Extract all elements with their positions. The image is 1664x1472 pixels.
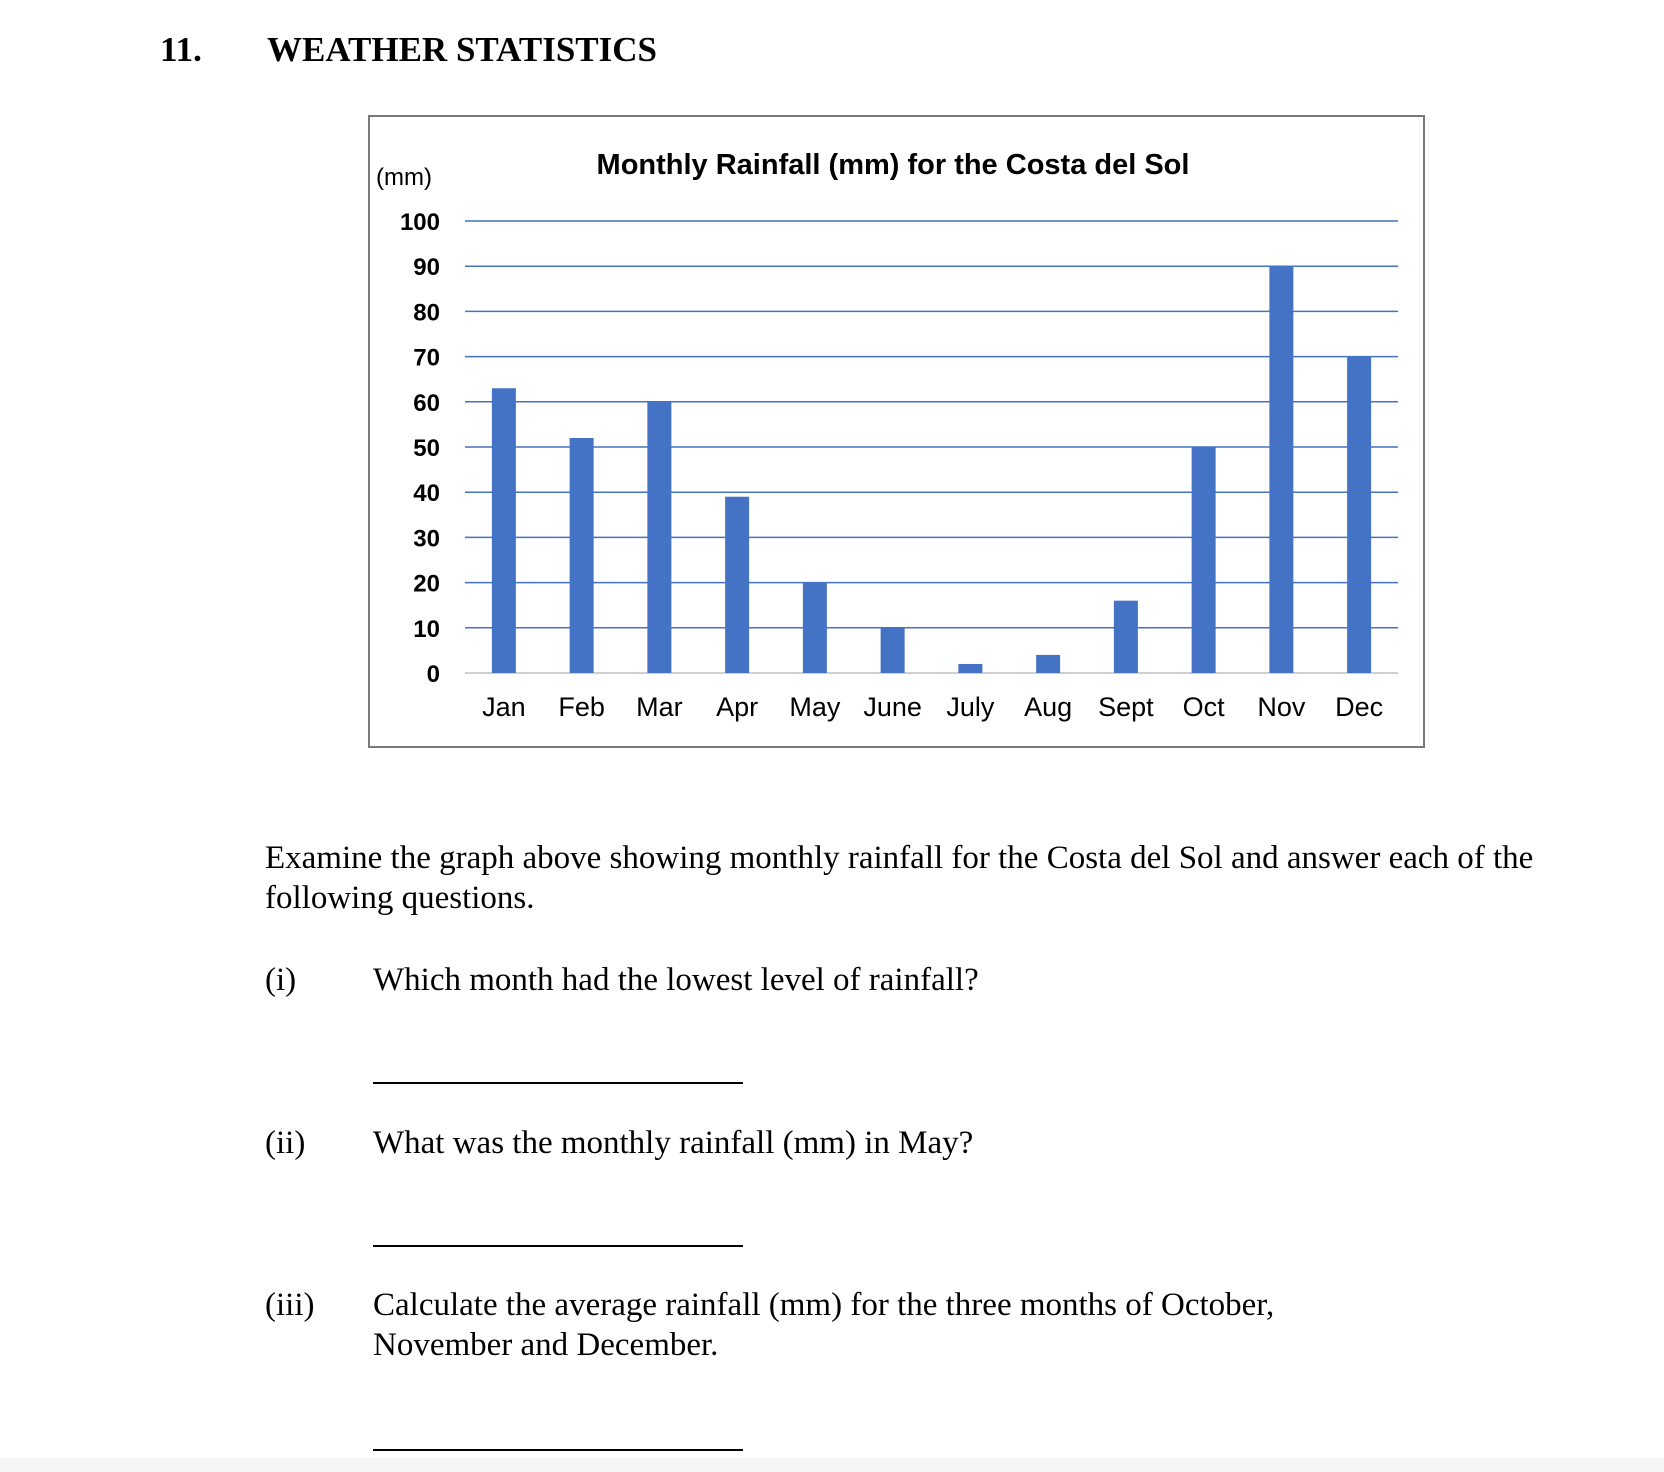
y-tick-label-60: 60: [413, 389, 440, 417]
page-bottom-edge: [0, 1458, 1664, 1472]
x-tick-label-july: July: [946, 692, 995, 722]
bar-feb: [570, 438, 594, 673]
y-tick-label-100: 100: [399, 209, 440, 236]
y-tick-label-30: 30: [413, 525, 440, 553]
bar-july: [958, 664, 982, 673]
x-tick-label-mar: Mar: [636, 692, 683, 722]
y-tick-label-70: 70: [413, 344, 440, 372]
question-1-label: (i): [265, 962, 297, 998]
x-tick-label-feb: Feb: [558, 692, 605, 722]
instructions-paragraph: Examine the graph above showing monthly rainfall for the Costa del Sol and answer each of the following questions.: [265, 840, 1534, 916]
x-tick-label-dec: Dec: [1335, 692, 1384, 722]
bar-mar: [647, 402, 671, 673]
question-2-label: (ii): [265, 1125, 306, 1161]
x-tick-label-june: June: [863, 692, 922, 722]
bar-jan: [492, 388, 516, 673]
y-axis-label: (mm): [376, 164, 432, 191]
bar-may: [803, 583, 827, 673]
question-2-text: What was the monthly rainfall (mm) in May?: [373, 1125, 974, 1161]
x-tick-label-may: May: [789, 692, 841, 722]
question-1-text: Which month had the lowest level of rainfall?: [373, 962, 979, 998]
chart-title: Monthly Rainfall (mm) for the Costa del Sol: [596, 149, 1190, 181]
answer-line-2[interactable]: [373, 1245, 743, 1247]
y-tick-label-10: 10: [413, 615, 440, 643]
bar-sept: [1114, 601, 1138, 673]
answer-line-1[interactable]: [373, 1082, 743, 1084]
y-tick-label-40: 40: [413, 480, 440, 508]
question-3-label: (iii): [265, 1287, 315, 1323]
rainfall-chart: [368, 115, 1425, 748]
question-title: WEATHER STATISTICS: [267, 30, 657, 69]
bar-apr: [725, 497, 749, 673]
x-tick-label-aug: Aug: [1024, 692, 1073, 722]
rainfall-chart-svg: [370, 117, 1423, 746]
bar-oct: [1192, 447, 1216, 673]
y-tick-label-50: 50: [413, 435, 440, 462]
answer-line-3[interactable]: [373, 1449, 743, 1451]
y-tick-label-20: 20: [413, 570, 440, 598]
bar-aug: [1036, 655, 1060, 673]
x-tick-label-jan: Jan: [482, 692, 526, 722]
x-tick-label-sept: Sept: [1098, 692, 1154, 722]
x-tick-label-nov: Nov: [1257, 692, 1306, 722]
question-3-text: Calculate the average rainfall (mm) for the three months of October, November and December.: [373, 1287, 1275, 1363]
y-tick-label-90: 90: [413, 254, 440, 282]
bar-june: [881, 628, 905, 673]
question-number: 11.: [160, 30, 202, 69]
y-tick-label-0: 0: [426, 661, 440, 688]
y-tick-label-80: 80: [413, 299, 440, 327]
x-tick-label-oct: Oct: [1182, 692, 1225, 722]
x-tick-label-apr: Apr: [716, 692, 759, 722]
bar-dec: [1347, 357, 1371, 673]
bar-nov: [1269, 266, 1293, 673]
